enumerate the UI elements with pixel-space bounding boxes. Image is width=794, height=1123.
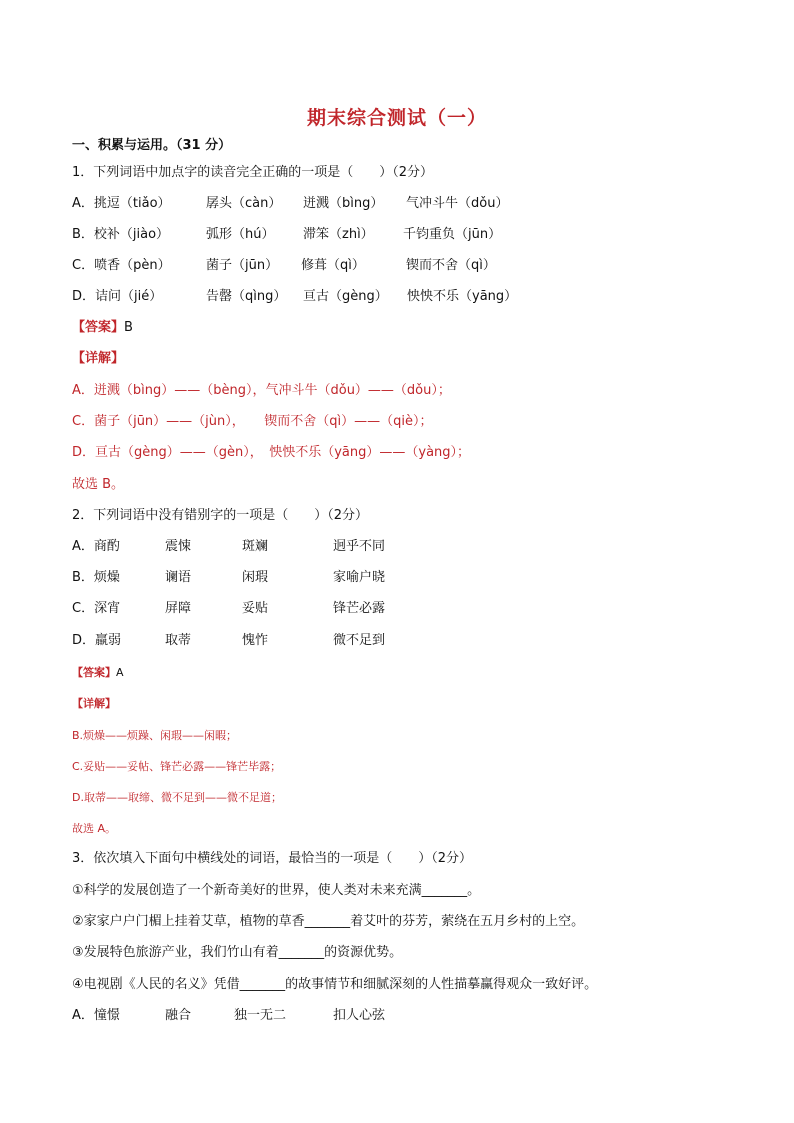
option-word: 亘古（gèng） xyxy=(303,289,388,304)
option-word: 迸溅（bìng） xyxy=(303,196,384,211)
question-2-stem: 2．下列词语中没有错别字的一项是（ ）（2分） xyxy=(72,508,369,523)
option-word: 斑斓 xyxy=(242,539,269,554)
option-word: 告罄（qìng） xyxy=(206,289,287,304)
option-word: 千钧重负（jūn） xyxy=(403,227,502,242)
option-word: 怏怏不乐（yāng） xyxy=(407,289,518,304)
option-label: A．挑逗（tiǎo） xyxy=(72,196,171,211)
option-word: 气冲斗牛（dǒu） xyxy=(406,196,509,211)
answer-value: B xyxy=(124,320,133,335)
answer-line xyxy=(72,665,124,681)
sentence-4: ④电视剧《人民的名义》凭借_______的故事情节和细腻深刻的人性描摹赢得观众一致好评。 xyxy=(72,977,598,992)
option-word: 妥贴 xyxy=(242,601,269,616)
detail-line: C.妥贴——妥帖、锋芒必露——锋芒毕露； xyxy=(72,760,282,773)
option-word: 修葺（qì） xyxy=(301,258,365,273)
question-3-stem: 3．依次填入下面句中横线处的词语，最恰当的一项是（ ）（2分） xyxy=(72,851,473,866)
option-word: 锲而不舍（qì） xyxy=(406,258,496,273)
option-word: 扣人心弦 xyxy=(333,1008,386,1023)
option-label: A．商酌 xyxy=(72,539,120,554)
option-word: 迥乎不同 xyxy=(333,539,386,554)
answer-tag: 【答案】 xyxy=(72,320,125,335)
option-word: 菌子（jūn） xyxy=(206,258,279,273)
detail-line: D．亘古（gèng）——（gèn）， 怏怏不乐（yāng）——（yàng）； xyxy=(72,445,471,460)
question-1-stem: 1．下列词语中加点字的读音完全正确的一项是（ ）（2分） xyxy=(72,165,434,180)
detail-line: A．迸溅（bìng）——（bèng），气冲斗牛（dǒu）——（dǒu）； xyxy=(72,383,451,398)
detail-line: C．菌子（jūn）——（jùn）， 锲而不舍（qì）——（qiè）； xyxy=(72,414,433,429)
option-word: 孱头（càn） xyxy=(206,196,282,211)
option-word: 愧怍 xyxy=(242,633,269,648)
option-word: 屏障 xyxy=(165,601,192,616)
conclusion-line: 故选 A。 xyxy=(72,822,117,835)
option-label: B．校补（jiào） xyxy=(72,227,170,242)
option-word: 滞笨（zhì） xyxy=(303,227,374,242)
option-word: 锋芒必露 xyxy=(333,601,386,616)
option-word: 闲瑕 xyxy=(242,570,269,585)
detail-line: D.取蒂——取缔、微不足到——微不足道； xyxy=(72,791,282,804)
option-word: 微不足到 xyxy=(333,633,386,648)
option-label: D．诘问（jié） xyxy=(72,289,163,304)
option-label: B．烦燥 xyxy=(72,570,120,585)
detail-line: B.烦燥——烦躁、闲瑕——闲暇； xyxy=(72,729,238,742)
conclusion-line: 故选 B。 xyxy=(72,477,125,492)
option-word: 家喻户晓 xyxy=(333,570,386,585)
sentence-1: ①科学的发展创造了一个新奇美好的世界，使人类对未来充满_______。 xyxy=(72,883,481,898)
sentence-2: ②家家户户门楣上挂着艾草，植物的草香_______着艾叶的芬芳，萦绕在五月乡村的上空。 xyxy=(72,914,585,929)
option-word: 取蒂 xyxy=(165,633,192,648)
option-label: C．深宵 xyxy=(72,601,121,616)
option-word: 独一无二 xyxy=(234,1008,287,1023)
option-word: 融合 xyxy=(165,1008,192,1023)
option-label: D．羸弱 xyxy=(72,633,122,648)
detail-tag: 【详解】 xyxy=(72,351,125,366)
option-word: 震悚 xyxy=(165,539,192,554)
section-heading: 一、积累与运用。（31 分） xyxy=(72,138,232,153)
answer-value: A xyxy=(116,666,124,679)
option-word: 弧形（hú） xyxy=(206,227,275,242)
page-title: 期末综合测试（一） xyxy=(306,107,487,129)
answer-tag: 【答案】 xyxy=(72,666,116,679)
option-label: C．喷香（pèn） xyxy=(72,258,171,273)
option-word: 谰语 xyxy=(165,570,192,585)
detail-tag: 【详解】 xyxy=(72,697,116,710)
sentence-3: ③发展特色旅游产业，我们竹山有着_______的资源优势。 xyxy=(72,945,403,960)
answer-line xyxy=(72,320,133,336)
option-label: A．憧憬 xyxy=(72,1008,120,1023)
